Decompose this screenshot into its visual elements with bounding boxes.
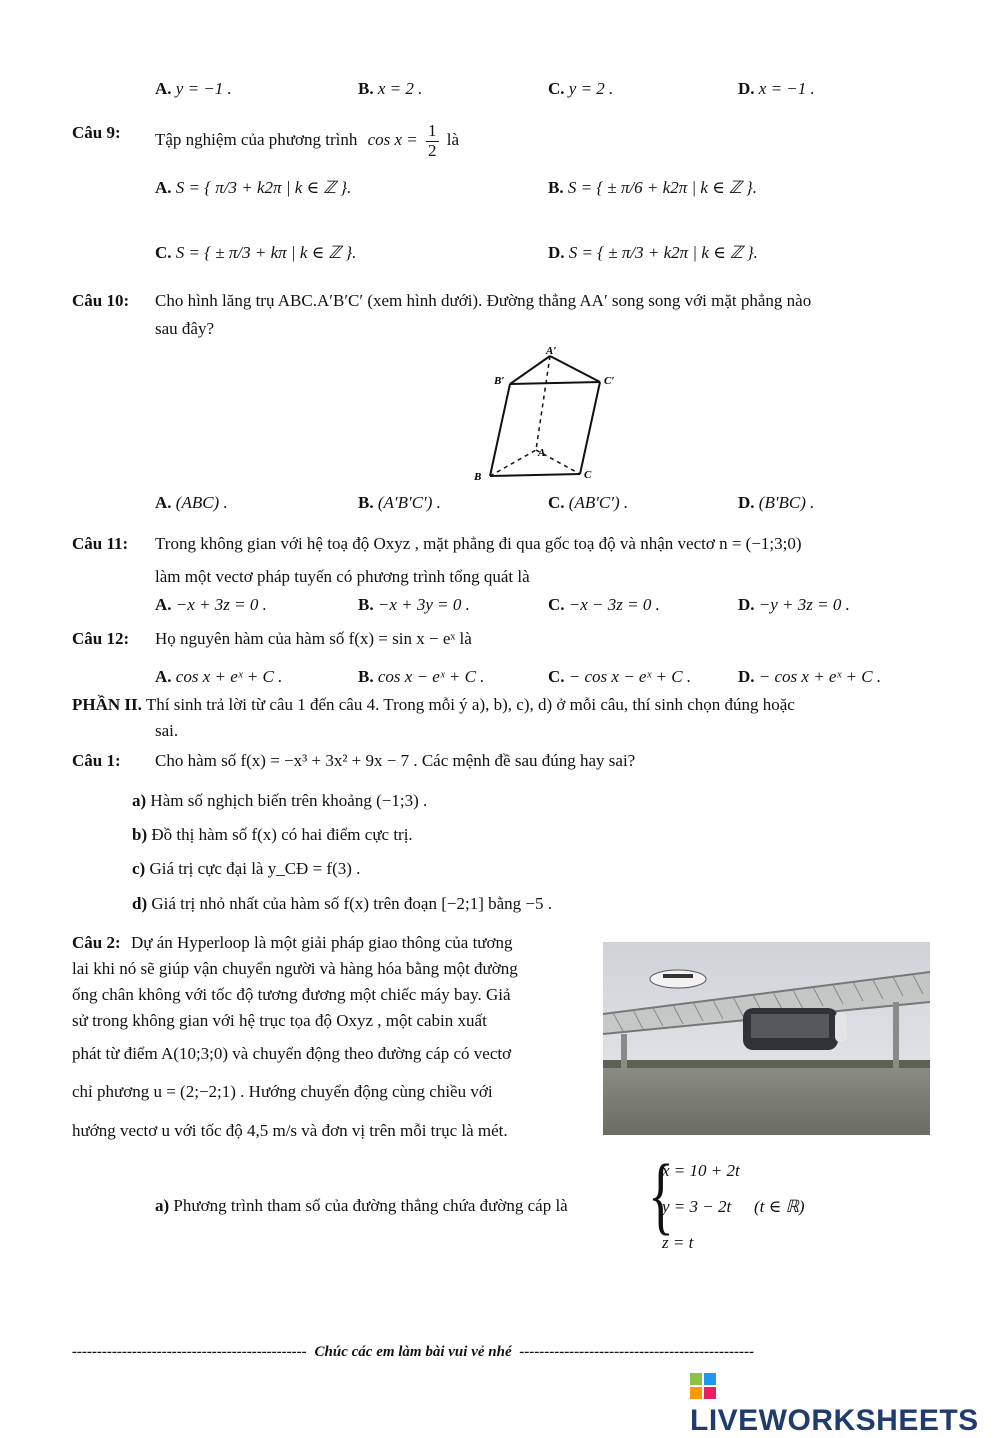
- system-eq-y: y = 3 − 2t: [662, 1197, 732, 1216]
- liveworksheets-logo[interactable]: LIVEWORKSHEETS: [690, 1370, 1000, 1438]
- q9-fraction: $\frac{1}{2}$: [428, 121, 437, 160]
- p2q2-label: Câu 2:: [72, 933, 121, 952]
- edge-b1-b: [490, 384, 510, 476]
- p2q1-label: Câu 1:: [72, 751, 121, 770]
- system-eq-z: z = t: [662, 1233, 694, 1252]
- q9-option-b: B. S = { ± π/6 + k2π | k ∈ ℤ }.: [548, 178, 757, 197]
- label-c1: C′: [604, 375, 615, 387]
- cabin-window: [751, 1014, 829, 1038]
- q10-option-a: A. (ABC) .: [155, 493, 228, 512]
- q12-option-b: B. cos x − eˣ + C .: [358, 667, 485, 686]
- q11-option-b: B. −x + 3y = 0 .: [358, 595, 470, 614]
- edge-b-c: [490, 474, 580, 476]
- q8-option-a: A. y = −1 .: [155, 79, 232, 98]
- part2-heading-line2: sai.: [155, 721, 179, 740]
- q10-option-b: B. (A′B′C′) .: [358, 493, 441, 512]
- q12-option-c: C. − cos x − eˣ + C .: [548, 667, 692, 686]
- edge-b1-c1: [510, 382, 600, 384]
- p2q1-item-c: c) Giá trị cực đại là y_CĐ = f(3) .: [132, 859, 361, 878]
- cabin-nose: [835, 1012, 847, 1042]
- edge-b-a-hidden: [490, 450, 536, 476]
- p2q1-item-b: b) Đồ thị hàm số f(x) có hai điểm cực trị.: [132, 825, 413, 844]
- system-brace: {: [648, 1147, 674, 1243]
- q11-stem-line1: Trong không gian với hệ toạ độ Oxyz , mặt phẳng đi qua gốc toạ độ và nhận vectơ n = (−1;3;0): [155, 534, 802, 553]
- q10-label: Câu 10:: [72, 291, 130, 310]
- tree-line: [603, 1060, 930, 1068]
- q8-option-d: D. x = −1 .: [738, 79, 815, 98]
- p2q1-item-d: d) Giá trị nhỏ nhất của hàm số f(x) trên đoạn [−2;1] bằng −5 .: [132, 894, 552, 913]
- p2q2-line-5: phát từ điểm A(10;3;0) và chuyển động theo đường cáp có vectơ: [72, 1044, 512, 1063]
- q9-label: Câu 9:: [72, 123, 121, 142]
- edge-c1-c: [580, 382, 600, 474]
- q11-label: Câu 11:: [72, 534, 129, 553]
- p2q2-line-2: lai khi nó sẽ giúp vận chuyển người và hàng hóa bằng một đường: [72, 959, 518, 978]
- footer-line: ----------------------------------------------- Chúc các em làm bài vui vẻ nhé -----------------------------------------------: [72, 1344, 755, 1360]
- label-b: B: [474, 471, 482, 483]
- q10-stem-line1: Cho hình lăng trụ ABC.A′B′C′ (xem hình dưới). Đường thẳng AA′ song song với mặt phẳng nào: [155, 291, 812, 310]
- q10-option-c: C. (AB′C′) .: [548, 493, 629, 512]
- q12-option-d: D. − cos x + eˣ + C .: [738, 667, 882, 686]
- upper-pod: [650, 970, 706, 988]
- q8-option-b: B. x = 2 .: [358, 79, 423, 98]
- pole-right: [893, 1002, 899, 1072]
- edge-b1-a1: [510, 356, 550, 384]
- q11-option-d: D. −y + 3z = 0 .: [738, 595, 850, 614]
- q9-option-c: C. S = { ± π/3 + kπ | k ∈ ℤ }.: [155, 243, 357, 262]
- p2q2-item-a: a) Phương trình tham số của đường thẳng chứa đường cáp là: [155, 1196, 568, 1215]
- prism-figure: [460, 342, 640, 484]
- hyperloop-photo: [603, 942, 930, 1135]
- field: [603, 1064, 930, 1135]
- q11-option-c: C. −x − 3z = 0 .: [548, 595, 660, 614]
- hyperloop-illustration: [603, 942, 930, 1135]
- p2q1-item-a: a) Hàm số nghịch biến trên khoảng (−1;3) .: [132, 791, 428, 810]
- label-c: C: [584, 469, 592, 481]
- q9-stem: Tập nghiệm của phương trình cos x = $\frac{1}{2}$ là: [155, 121, 460, 160]
- q11-option-a: A. −x + 3z = 0 .: [155, 595, 267, 614]
- system-condition: (t ∈ ℝ): [754, 1197, 805, 1216]
- part2-heading: PHẦN II. Thí sinh trả lời từ câu 1 đến câu 4. Trong mỗi ý a), b), c), d) ở mỗi câu, thí sinh chọn đúng hoặc: [72, 695, 795, 714]
- q12-option-a: A. cos x + eˣ + C .: [155, 667, 283, 686]
- q12-stem: Họ nguyên hàm của hàm số f(x) = sin x − eˣ là: [155, 629, 472, 648]
- edge-a1-c1: [550, 356, 600, 382]
- liveworksheets-icon: [690, 1373, 716, 1399]
- prism-diagram: [460, 342, 640, 484]
- q8-option-c: C. y = 2 .: [548, 79, 614, 98]
- p2q2-line-1: Dự án Hyperloop là một giải pháp giao thông của tương: [131, 933, 513, 952]
- pole-left: [621, 1034, 627, 1074]
- edge-a1-a-hidden: [536, 356, 550, 450]
- p2q2-line-6: chỉ phương u = (2;−2;1) . Hướng chuyển động cùng chiều với: [72, 1082, 493, 1101]
- q10-option-d: D. (B′BC) .: [738, 493, 815, 512]
- q12-label: Câu 12:: [72, 629, 130, 648]
- p2q2-line-3: ống chân không với tốc độ tương đương một chiếc máy bay. Giả: [72, 985, 511, 1004]
- p2q1-stem: Cho hàm số f(x) = −x³ + 3x² + 9x − 7 . Các mệnh đề sau đúng hay sai?: [155, 751, 636, 770]
- label-a: A: [538, 447, 546, 459]
- q9-option-a: A. S = { π/3 + k2π | k ∈ ℤ }.: [155, 178, 352, 197]
- system-eq-x: x = 10 + 2t: [662, 1161, 740, 1180]
- label-b1: B′: [494, 375, 505, 387]
- p2q2-line-7: hướng vectơ u với tốc độ 4,5 m/s và đơn vị trên mỗi trục là mét.: [72, 1121, 508, 1140]
- q9-option-d: D. S = { ± π/3 + k2π | k ∈ ℤ }.: [548, 243, 758, 262]
- q10-stem-line2: sau đây?: [155, 319, 215, 338]
- upper-pod-window: [663, 974, 693, 978]
- q11-stem-line2: làm một vectơ pháp tuyến có phương trình tổng quát là: [155, 567, 530, 586]
- p2q2-line-4: sử trong không gian với hệ trục tọa độ Oxyz , một cabin xuất: [72, 1011, 487, 1030]
- label-a1: A′: [546, 345, 557, 357]
